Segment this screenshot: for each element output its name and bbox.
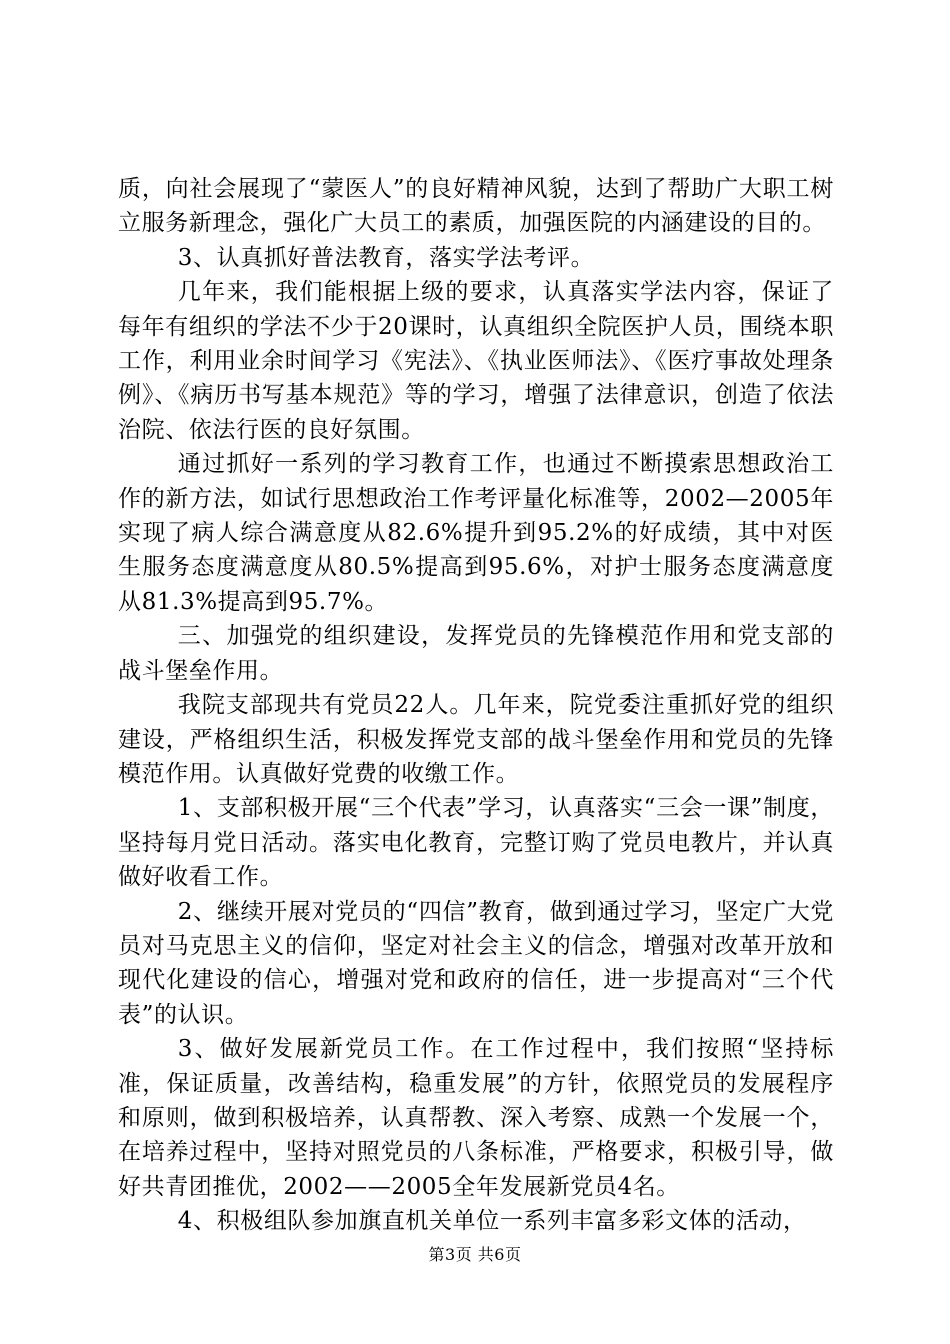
document-body — [118, 172, 834, 1239]
paragraph: 三、加强党的组织建设，发挥党员的先锋模范作用和党支部的战斗堡垒作用。 — [118, 623, 834, 684]
paragraph: 3、认真抓好普法教育，落实学法考评。 — [177, 244, 595, 271]
paragraph: 1、支部积极开展“三个代表”学习，认真落实“三会一课”制度，坚持每月党日活动。落实电化教育，完整订购了党员电教片，并认真做好收看工作。 — [118, 795, 834, 891]
paragraph: 2、继续开展对党员的“四信”教育，做到通过学习，坚定广大党员对马克思主义的信仰，坚定对社会主义的信念，增强对改革开放和现代化建设的信心，增强对党和政府的信任，进一步提高对“三个代表”的认识。 — [118, 898, 834, 1028]
paragraph: 通过抓好一系列的学习教育工作，也通过不断摸索思想政治工作的新方法，如试行思想政治工作考评量化标准等，2002—2005年实现了病人综合满意度从82.6%提升到95.2%的好成绩，其中对医生服务态度满意度从80.5%提高到95.6%，对护士服务态度满意度从81.3%提高到95.7%。 — [118, 451, 834, 615]
paragraph: 3、做好发展新党员工作。在工作过程中，我们按照“坚持标准，保证质量，改善结构，稳重发展”的方针，依照党员的发展程序和原则，做到积极培养，认真帮教、深入考察、成熟一个发展一个，在培养过程中，坚持对照党员的八条标准，严格要求，积极引导，做好共青团推优，2002——2005全年发展新党员4名。 — [118, 1036, 834, 1200]
paragraph: 几年来，我们能根据上级的要求，认真落实学法内容，保证了每年有组织的学法不少于20课时，认真组织全院医护人员，围绕本职工作，利用业余时间学习《宪法》、《执业医师法》、《医疗事故处理条例》、《病历书写基本规范》等的学习，增强了法律意识，创造了依法治院、依法行医的良好氛围。 — [118, 279, 834, 443]
paragraph: 质，向社会展现了“蒙医人”的良好精神风貌，达到了帮助广大职工树立服务新理念，强化广大员工的素质，加强医院的内涵建设的目的。 — [118, 176, 834, 237]
paragraph: 我院支部现共有党员22人。几年来，院党委注重抓好党的组织建设，严格组织生活，积极发挥党支部的战斗堡垒作用和党员的先锋模范作用。认真做好党费的收缴工作。 — [118, 692, 834, 787]
page-number-footer: 第3页 共6页 — [428, 1245, 522, 1264]
paragraph: 4、积极组队参加旗直机关单位一系列丰富多彩文体的活动， — [177, 1208, 807, 1235]
